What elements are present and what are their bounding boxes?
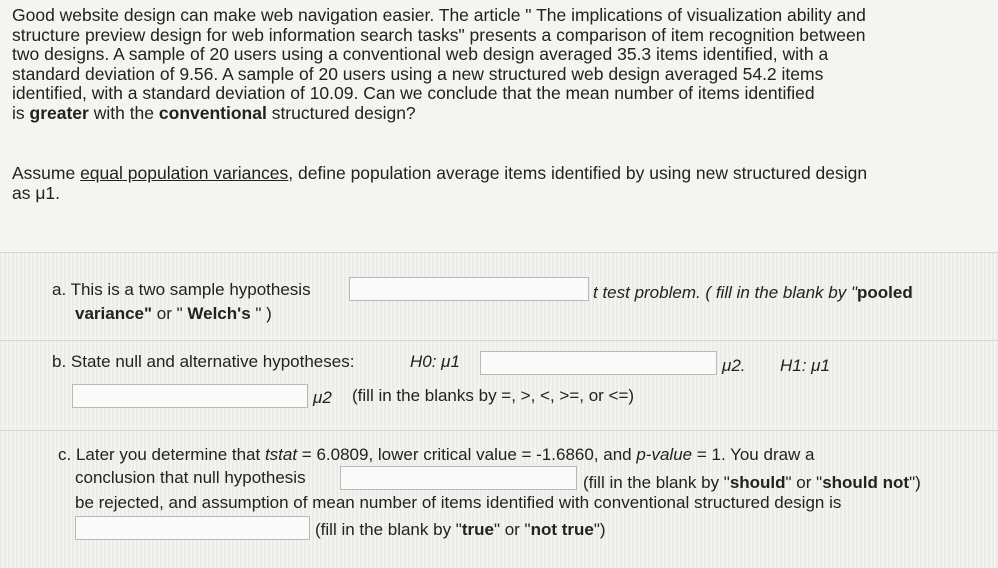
intro-line-3: two designs. A sample of 20 users using a conventional web design averaged 35.3 items identified, with a bbox=[12, 44, 829, 65]
intro-line-2: structure preview design for web information search tasks" presents a comparison of item recognition between bbox=[12, 24, 866, 45]
part-c-line-2-prefix: conclusion that null hypothesis bbox=[75, 468, 306, 487]
part-a-after-text: t test problem. ( fill in the blank by " bbox=[593, 283, 857, 302]
part-a-answer-input[interactable] bbox=[349, 277, 589, 301]
part-c-line-1: c. Later you determine that tstat = 6.0809, lower critical value = -1.6860, and p-value = 1. You draw a bbox=[58, 445, 815, 464]
h1-relation-input[interactable] bbox=[72, 384, 308, 408]
intro-line-1: Good website design can make web navigation easier. The article " The implications of visualization ability and bbox=[12, 5, 866, 25]
intro-line-4: standard deviation of 9.56. A sample of 20 users using a new structured web design averaged 54.2 items bbox=[12, 63, 824, 84]
assumption-statement: Assume equal population variances, define population average items identified by using new structured design as μ1. bbox=[12, 163, 868, 203]
part-c-line-3: be rejected, and assumption of mean number of items identified with conventional structured design is bbox=[75, 493, 842, 512]
true-false-input[interactable] bbox=[75, 516, 310, 540]
emphasis-conventional: conventional bbox=[158, 102, 267, 123]
part-a-bold-pooled: pooled bbox=[856, 283, 913, 302]
emphasis-greater: greater bbox=[29, 102, 89, 123]
part-b-prompt: b. State null and alternative hypotheses: bbox=[52, 352, 355, 371]
problem-statement bbox=[12, 6, 987, 124]
intro-line-6: is greater with the conventional structured design? bbox=[12, 102, 416, 123]
intro-line-5: identified, with a standard deviation of 10.09. Can we conclude that the mean number of items identified bbox=[12, 83, 815, 104]
part-c-line-4: (fill in the blank by "true" or "not true") bbox=[315, 520, 606, 539]
part-a-prompt: a. This is a two sample hypothesis bbox=[52, 280, 311, 299]
reject-decision-input[interactable] bbox=[340, 466, 577, 490]
part-c-line-2-suffix: (fill in the blank by "should" or "should not") bbox=[583, 473, 921, 492]
equal-variances-link[interactable]: equal population variances bbox=[80, 163, 289, 183]
h0-relation-input[interactable] bbox=[480, 351, 717, 375]
h1-label: H1: μ1 bbox=[780, 356, 830, 375]
h0-mu2-label: μ2. bbox=[722, 356, 746, 375]
part-b-instructions: (fill in the blanks by =, >, <, >=, or <=) bbox=[352, 386, 635, 405]
question-page: Good website design can make web navigation easier. The article " The implications of visualization ability and structure preview design for web information search tasks" presents a comparison of item recognition between two designs. A sample of 20 users using a conventional web design averaged 35.3 items identified, with a standard deviation of 9.56. A sample of 20 users using a new structured web design averaged 54.2 items identified, with a standard deviation of 10.09. Can we conclude that the mean number of items identified is greater with the conventional structured design? Assume equal population variances, define population average items identified by using new structured design as μ1. a. This is a two sample hypothesis t test problem. ( fill in the blank by "pooled variance" or " Welch's " ) b. State null and alternative hypotheses: H0: μ1 μ2. H1: μ1 μ2 (fill in the blanks by =, >, <, >=, or <=) c. Later you determine that tstat = 6.0809, lower critical value = -1.6860, and p-value = 1. You draw a conclusion that null hypothesis (fill in the blank by "should" or "should not") be rejected, and assumption of mean number of items identified with conventional structured design is (fill in the blank by "true" or "not true") bbox=[0, 0, 998, 567]
h1-mu2-label: μ2 bbox=[313, 388, 332, 407]
h0-label: H0: μ1 bbox=[410, 352, 460, 371]
